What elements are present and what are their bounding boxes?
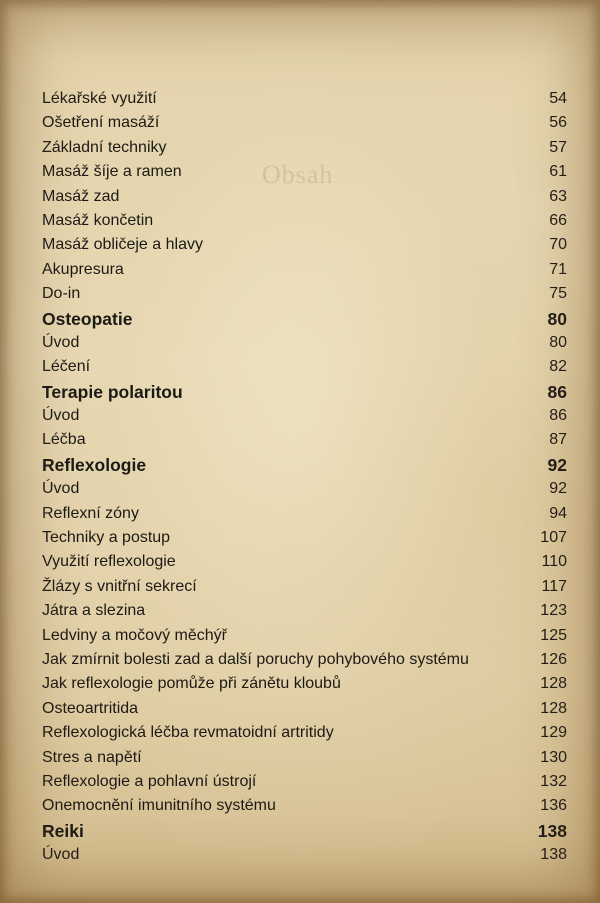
toc-section-heading	[42, 453, 567, 477]
toc-entry	[42, 331, 567, 355]
toc-entry-title: Reiki	[42, 820, 84, 841]
toc-entry	[42, 599, 567, 623]
toc-entry-title: Reflexní zóny	[42, 504, 139, 522]
toc-page-number: 80	[549, 333, 567, 351]
toc-page-number: 138	[537, 820, 567, 841]
toc-entry-title: Masáž končetin	[42, 211, 154, 229]
toc-entry	[42, 233, 567, 257]
toc-entry	[42, 794, 567, 818]
toc-page-number: 129	[540, 724, 567, 742]
toc-entry	[42, 185, 567, 209]
toc-page-number: 57	[549, 138, 567, 156]
toc-section-heading	[42, 819, 567, 843]
toc-entry	[42, 477, 567, 501]
toc-page-number: 128	[540, 699, 567, 717]
toc-page-number: 125	[540, 626, 567, 644]
toc-entry-title: Játra a slezina	[42, 602, 146, 620]
toc-entry-title: Osteopatie	[42, 308, 133, 329]
toc-entry-title: Využití reflexologie	[42, 553, 176, 571]
toc-page-number: 80	[547, 308, 567, 329]
toc-entry-title: Jak reflexologie pomůže při zánětu kloubů	[42, 675, 341, 693]
toc-page-number: 92	[549, 480, 567, 498]
toc-entry-title: Ošetření masáží	[42, 114, 160, 132]
toc-section-heading	[42, 380, 567, 404]
toc-page-number: 75	[549, 285, 567, 303]
toc-entry-title: Úvod	[42, 333, 80, 351]
toc-entry-title: Lékařské využití	[42, 90, 157, 107]
toc-page-number: 107	[540, 529, 567, 547]
toc-entry	[42, 575, 567, 599]
toc-section-heading	[42, 307, 567, 331]
toc-entry-title: Léčení	[42, 358, 91, 376]
toc-page-number: 70	[549, 236, 567, 254]
toc-entry	[42, 136, 567, 160]
toc-entry-title: Úvod	[42, 846, 80, 864]
toc-entry-title: Onemocnění imunitního systému	[42, 797, 276, 815]
toc-page-number: 63	[549, 187, 567, 205]
toc-entry-title: Jak zmírnit bolesti zad a další poruchy pohybového systému	[42, 650, 469, 668]
toc-entry-title: Masáž šíje a ramen	[42, 163, 182, 181]
toc-entry-title: Masáž zad	[42, 187, 120, 205]
toc-page-number: 87	[549, 431, 567, 449]
toc-entry	[42, 648, 567, 672]
toc-page-number: 56	[549, 114, 567, 132]
toc-entry	[42, 502, 567, 526]
toc-entry	[42, 404, 567, 428]
show-through-text: Obsah	[262, 160, 334, 189]
toc-entry-title: Do-in	[42, 285, 81, 303]
toc-page-number: 126	[540, 650, 567, 668]
toc-page-number: 117	[541, 577, 567, 595]
toc-entry	[42, 111, 567, 135]
toc-entry	[42, 355, 567, 379]
toc-page-number: 71	[549, 260, 567, 278]
toc-entry	[42, 209, 567, 233]
table-of-contents	[42, 87, 567, 868]
toc-page-number: 123	[540, 602, 567, 620]
toc-entry	[42, 746, 567, 770]
toc-entry	[42, 526, 567, 550]
toc-entry	[42, 87, 567, 111]
toc-entry	[42, 624, 567, 648]
toc-page-number: 128	[540, 675, 567, 693]
toc-page-number: 138	[540, 846, 567, 864]
toc-page-number: 94	[549, 504, 567, 522]
toc-entry-title: Techniky a postup	[42, 529, 171, 547]
toc-entry-title: Masáž obličeje a hlavy	[42, 236, 203, 254]
toc-entry-title: Reflexologická léčba revmatoidní artritidy	[42, 724, 334, 742]
toc-entry	[42, 697, 567, 721]
toc-entry	[42, 770, 567, 794]
toc-entry-title: Reflexologie a pohlavní ústrojí	[42, 772, 257, 790]
toc-page-number: 130	[540, 748, 567, 766]
toc-entry-title: Reflexologie	[42, 454, 147, 475]
toc-entry-title: Léčba	[42, 431, 86, 449]
toc-page-number: 61	[549, 163, 567, 181]
toc-entry-title: Úvod	[42, 480, 80, 498]
toc-entry	[42, 721, 567, 745]
toc-page-number: 86	[547, 381, 567, 402]
toc-entry	[42, 160, 567, 184]
toc-page-number: 132	[540, 772, 567, 790]
toc-page-number: 54	[549, 90, 567, 107]
toc-entry	[42, 258, 567, 282]
toc-page-number: 66	[549, 211, 567, 229]
toc-entry	[42, 282, 567, 306]
toc-page-number: 110	[541, 553, 567, 571]
toc-entry	[42, 672, 567, 696]
toc-entry-title: Akupresura	[42, 260, 124, 278]
toc-entry	[42, 843, 567, 867]
toc-entry-title: Osteoartritida	[42, 699, 139, 717]
toc-entry-title: Ledviny a močový měchýř	[42, 626, 227, 644]
toc-page-number: 92	[547, 454, 567, 475]
toc-entry	[42, 428, 567, 452]
toc-entry-title: Základní techniky	[42, 138, 167, 156]
toc-entry-title: Terapie polaritou	[42, 381, 183, 402]
toc-entry	[42, 550, 567, 574]
toc-page-number: 136	[540, 797, 567, 815]
toc-entry-title: Žlázy s vnitřní sekrecí	[42, 577, 197, 595]
toc-page-number: 82	[549, 358, 567, 376]
toc-page-number: 86	[549, 407, 567, 425]
toc-entry-title: Úvod	[42, 407, 80, 425]
toc-entry-title: Stres a napětí	[42, 748, 142, 766]
